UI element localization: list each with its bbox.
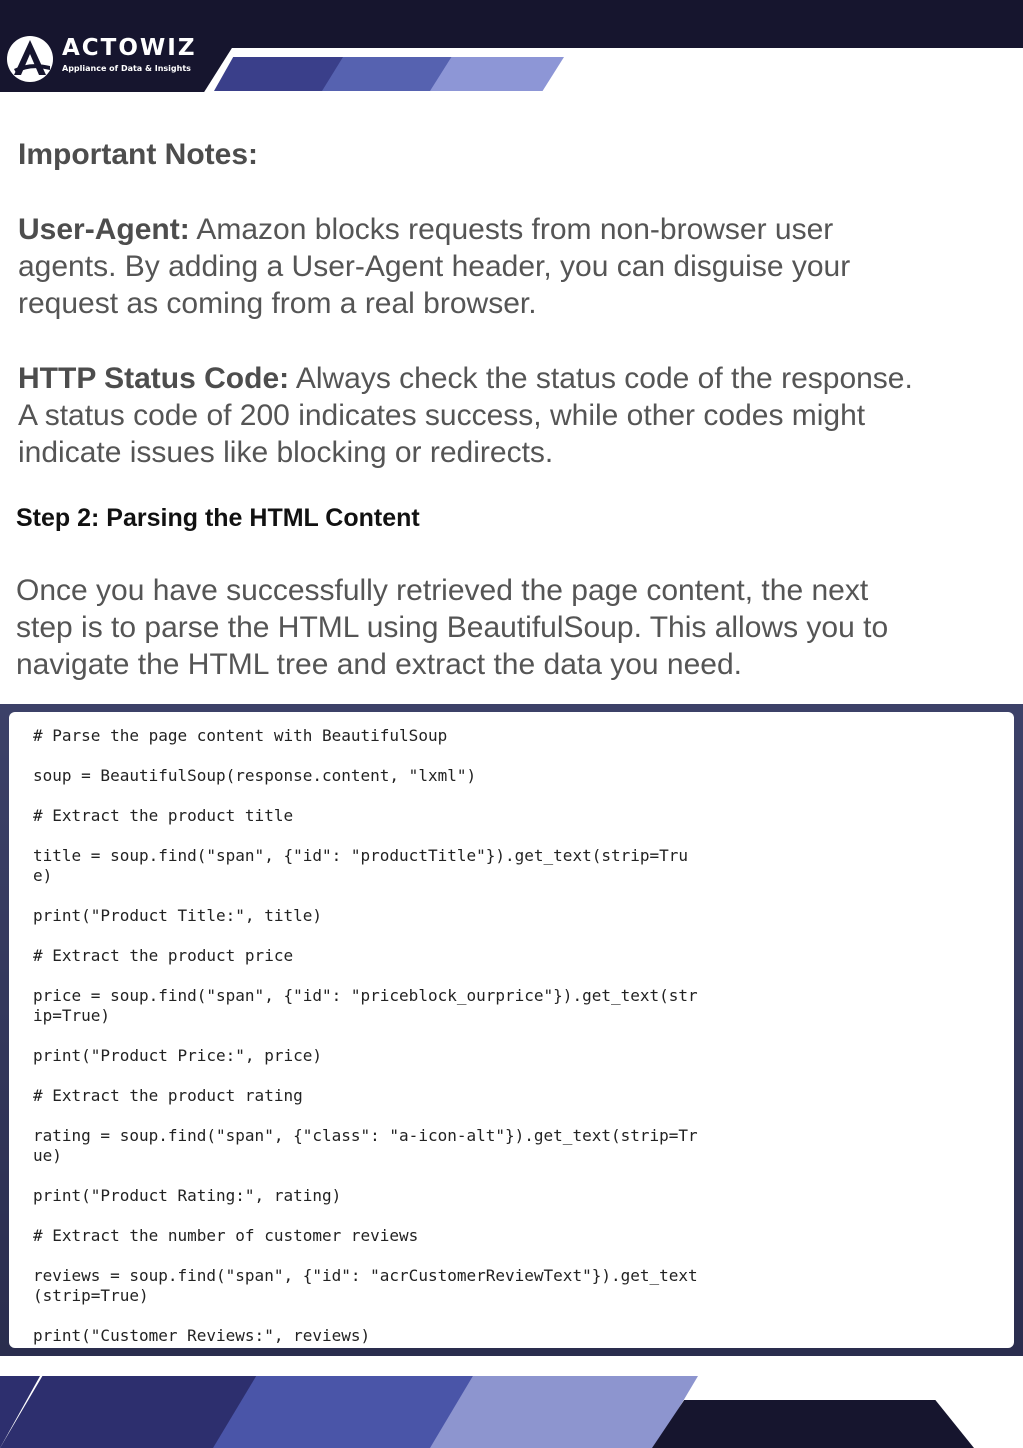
status-code-note: [18, 360, 1008, 471]
code-screenshot-frame: [0, 704, 1023, 1356]
code-line: print("Product Price:", price): [33, 1046, 322, 1065]
header-stripe-light: [430, 57, 564, 91]
brand-name: ACTOWIZ: [62, 35, 197, 61]
status-code-text-1: Always check the status code of the response.: [289, 362, 913, 395]
status-code-label: HTTP Status Code:: [18, 362, 290, 395]
code-line: # Extract the product price: [33, 946, 294, 965]
step-line-1: Once you have successfully retrieved the page content, the next: [16, 574, 869, 607]
notes-heading: [18, 136, 1008, 173]
actowiz-logo: [6, 33, 206, 85]
user-agent-line-1: [18, 211, 1008, 248]
code-line: reviews = soup.find("span", {"id": "acrCustomerReviewText"}).get_text: [33, 1266, 698, 1285]
status-code-line-1: [18, 360, 1008, 397]
step-description: [16, 572, 1006, 683]
code-line: price = soup.find("span", {"id": "priceblock_ourprice"}).get_text(str: [33, 986, 698, 1005]
notes-heading-text: Important Notes:: [18, 138, 258, 171]
user-agent-text-1: Amazon blocks requests from non-browser user: [189, 213, 834, 246]
user-agent-line-2: agents. By adding a User-Agent header, you can disguise your: [18, 250, 851, 283]
code-line: # Parse the page content with BeautifulSoup: [33, 726, 448, 745]
code-block: [9, 712, 1014, 1348]
status-code-line-2: A status code of 200 indicates success, while other codes might: [18, 399, 866, 432]
code-line: rating = soup.find("span", {"class": "a-icon-alt"}).get_text(strip=Tr: [33, 1126, 698, 1145]
code-line: # Extract the product title: [33, 806, 294, 825]
user-agent-note: [18, 211, 1008, 322]
actowiz-a-logo-icon: [6, 33, 56, 85]
footer-stripe-navy: [652, 1400, 974, 1448]
code-line: print("Product Title:", title): [33, 906, 322, 925]
brand-tagline: Appliance of Data & Insights: [62, 64, 191, 73]
code-line: (strip=True): [33, 1286, 149, 1305]
code-line: print("Product Rating:", rating): [33, 1186, 342, 1205]
code-line: title = soup.find("span", {"id": "productTitle"}).get_text(strip=Tru: [33, 846, 689, 865]
code-line: soup = BeautifulSoup(response.content, "lxml"): [33, 766, 477, 785]
footer-stripe-light: [430, 1376, 698, 1448]
code-line: # Extract the number of customer reviews: [33, 1226, 419, 1245]
code-line: e): [33, 866, 53, 885]
step-line-3: navigate the HTML tree and extract the data you need.: [16, 648, 743, 681]
code-line: ip=True): [33, 1006, 111, 1025]
code-line: print("Customer Reviews:", reviews): [33, 1326, 371, 1345]
step-heading: Step 2: Parsing the HTML Content: [16, 504, 420, 532]
user-agent-line-3: request as coming from a real browser.: [18, 287, 537, 320]
code-line: # Extract the product rating: [33, 1086, 303, 1105]
code-line: ue): [33, 1146, 62, 1165]
user-agent-label: User-Agent:: [18, 213, 190, 246]
status-code-line-3: indicate issues like blocking or redirects.: [18, 436, 554, 469]
step-line-2: step is to parse the HTML using BeautifulSoup. This allows you to: [16, 611, 889, 644]
